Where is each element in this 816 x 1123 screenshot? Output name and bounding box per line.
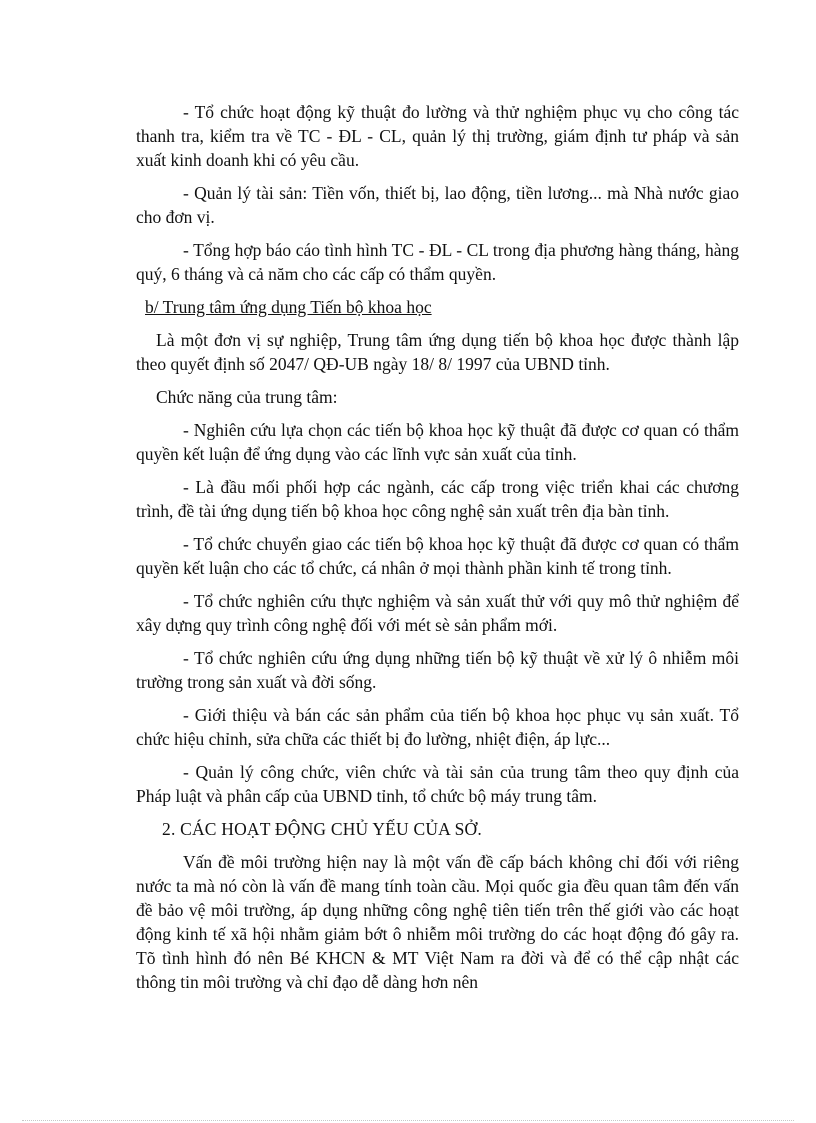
paragraph-environment: Vấn đề môi trường hiện nay là một vấn đề cấp bách không chỉ đối với riêng nước ta mà nó còn là vấn đề mang tính toàn cầu. Mọi quốc gia đều quan tâm đến vấn đề bảo vệ môi trường, áp dụng những công nghệ tiên tiến trên thế giới vào các hoạt động kinh tế xã hội nhằm giảm bớt ô nhiễm môi trường do các hoạt động đó gây ra. Tõ tình hình đó nên Bé KHCN & MT Việt Nam ra đời và để có thể cập nhật các thông tin môi trường và chỉ đạo dễ dàng hơn nên <box>136 852 739 992</box>
section-title-main-activities: 2. CÁC HOẠT ĐỘNG CHỦ YẾU CỦA SỞ. <box>162 819 482 839</box>
subheading-center: b/ Trung tâm ứng dụng Tiến bộ khoa học <box>145 297 432 317</box>
paragraph-reporting: - Tổng hợp báo cáo tình hình TC - ĐL - CL trong địa phương hàng tháng, hàng quý, 6 tháng và cả năm cho các cấp có thẩm quyền. <box>136 240 739 284</box>
function-item-products: - Giới thiệu và bán các sản phẩm của tiến bộ khoa học phục vụ sản xuất. Tổ chức hiệu chỉnh, sửa chữa các thiết bị đo lường, nhiệt điện, áp lực... <box>136 705 739 749</box>
page-bottom-divider <box>22 1120 794 1121</box>
paragraph-measurement-testing: - Tổ chức hoạt động kỹ thuật đo lường và thử nghiệm phục vụ cho công tác thanh tra, kiểm tra về TC - ĐL - CL, quản lý thị trường, giám định tư pháp và sản xuất kinh doanh khi có yêu cầu. <box>136 102 739 170</box>
function-item-pilot-production: - Tổ chức nghiên cứu thực nghiệm và sản xuất thử với quy mô thử nghiệm để xây dựng quy trình công nghệ đối với mét sè sản phẩm mới. <box>136 591 739 635</box>
function-item-transfer: - Tổ chức chuyển giao các tiến bộ khoa học kỹ thuật đã được cơ quan có thẩm quyền kết luận cho các tổ chức, cá nhân ở mọi thành phần kinh tế trong tỉnh. <box>136 534 739 578</box>
function-item-coordination: - Là đầu mối phối hợp các ngành, các cấp trong việc triển khai các chương trình, đề tài ứng dụng tiến bộ khoa học công nghệ sản xuất trên địa bàn tỉnh. <box>136 477 739 521</box>
function-item-pollution: - Tổ chức nghiên cứu ứng dụng những tiến bộ kỹ thuật về xử lý ô nhiễm môi trường trong sản xuất và đời sống. <box>136 648 739 692</box>
document-page <box>136 100 739 1003</box>
paragraph-center-intro: Là một đơn vị sự nghiệp, Trung tâm ứng dụng tiến bộ khoa học được thành lập theo quyết định số 2047/ QĐ-UB ngày 18/ 8/ 1997 của UBND tỉnh. <box>136 330 739 374</box>
paragraph-asset-management: - Quản lý tài sản: Tiền vốn, thiết bị, lao động, tiền lương... mà Nhà nước giao cho đơn vị. <box>136 183 739 227</box>
function-item-research: - Nghiên cứu lựa chọn các tiến bộ khoa học kỹ thuật đã được cơ quan có thẩm quyền kết luận để ứng dụng vào các lĩnh vực sản xuất của tỉnh. <box>136 420 739 464</box>
function-item-staff-management: - Quản lý công chức, viên chức và tài sản của trung tâm theo quy định của Pháp luật và phân cấp của UBND tỉnh, tổ chức bộ máy trung tâm. <box>136 762 739 806</box>
functions-label: Chức năng của trung tâm: <box>156 387 338 407</box>
